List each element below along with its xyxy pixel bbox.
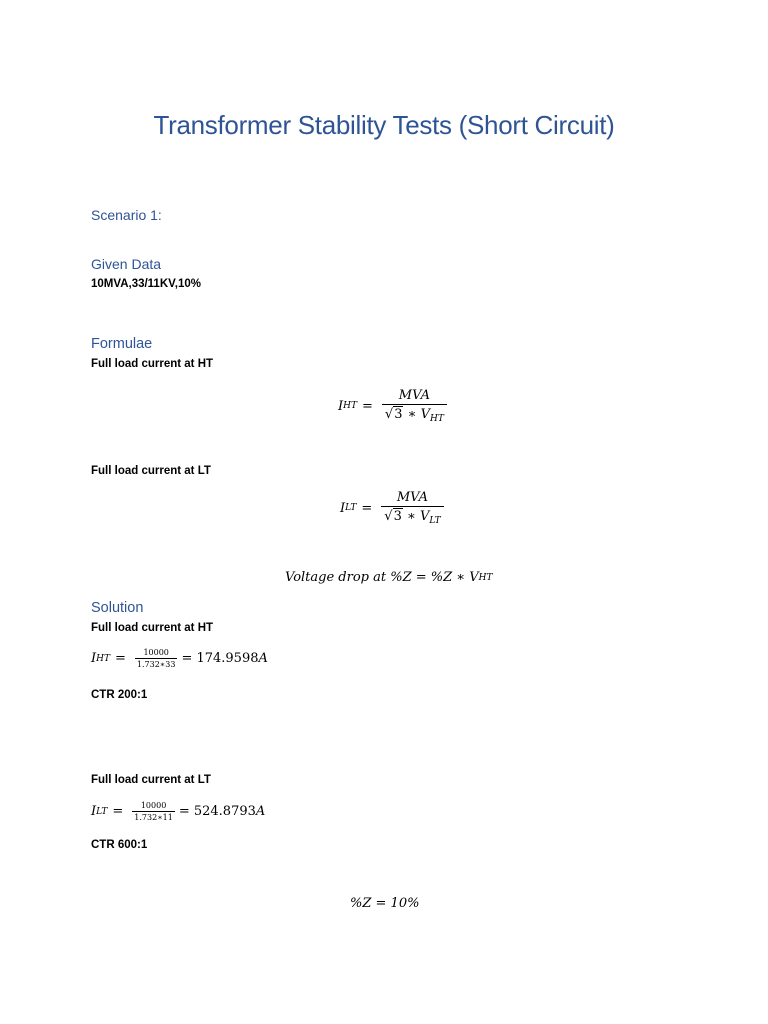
v-symbol: V: [420, 407, 430, 422]
formula-ht-sub: HT: [96, 653, 110, 664]
lt-current-formula: I LT = $\frac{\text{MVA}}{√3 ∗ V_{LT}}$: [340, 490, 448, 526]
voltage-drop-text: Voltage drop at %Z = %Z ∗ V: [285, 570, 479, 585]
lt-solution-fraction: [132, 801, 175, 822]
v-lt-sub: LT: [429, 516, 441, 526]
ht-formula-numerator: MVA: [398, 388, 430, 403]
times-sign: ∗: [407, 407, 417, 422]
ht-solution-unit: A: [258, 651, 268, 666]
solution-ht-label: Full load current at HT: [91, 622, 214, 634]
lt-solution-result: = 524.8793: [178, 804, 256, 819]
formula-i-symbol: I: [338, 398, 344, 414]
formula-lt-sub: LT: [96, 806, 108, 817]
ht-solution-result: = 174.9598: [181, 651, 259, 666]
formula-lt-sub: LT: [345, 503, 357, 513]
voltage-drop-formula: [285, 570, 493, 585]
formula-i-symbol: I: [340, 500, 346, 516]
ht-solution-fraction: [135, 648, 178, 669]
solution-heading: Solution: [91, 600, 144, 616]
ctr-ht: CTR 200:1: [91, 689, 148, 701]
lt-solution-unit: A: [255, 804, 266, 819]
lt-formula-fraction: $\frac{\text{MVA}}{√3 ∗ V_{LT}}$: [381, 490, 443, 526]
ht-current-label: Full load current at HT: [91, 358, 214, 370]
formula-i-symbol: I: [91, 804, 97, 819]
times-sign: ∗: [407, 509, 416, 524]
sqrt-value: 3: [394, 407, 403, 422]
formula-ht-sub: HT: [343, 401, 357, 411]
lt-formula-numerator: MVA: [396, 490, 429, 505]
z-percent-formula: [350, 896, 419, 911]
ht-current-formula: I HT = $\frac{\text{MVA}}{√3 ∗ V_{HT}}$: [338, 388, 451, 424]
ctr-lt: CTR 600:1: [91, 839, 148, 851]
voltage-drop-ht-sub: HT: [478, 572, 493, 583]
v-symbol: V: [420, 509, 430, 524]
ht-solution-denominator: 1.732∗33: [136, 660, 176, 669]
ht-solution-formula: I HT = $\frac{10000}{1.732∗33}$ = 174.9598 A: [91, 648, 268, 669]
formula-i-symbol: I: [91, 651, 97, 666]
z-percent-value: %Z = 10%: [350, 896, 420, 911]
page-title: Transformer Stability Tests (Short Circuit): [153, 110, 615, 140]
lt-current-label: Full load current at LT: [91, 465, 211, 477]
lt-solution-numerator: 10000: [140, 801, 167, 810]
lt-solution-denominator: 1.732∗11: [134, 813, 173, 822]
sqrt-value: 3: [393, 509, 402, 524]
lt-solution-formula: I LT = $\frac{10000}{1.732∗11}$ = 524.8793 A: [91, 801, 266, 822]
v-ht-sub: HT: [430, 414, 444, 424]
scenario-heading: Scenario 1:: [91, 207, 162, 223]
given-data-heading: Given Data: [91, 256, 162, 272]
given-data-value: 10MVA,33/11KV,10%: [91, 278, 201, 290]
ht-formula-fraction: $\frac{\text{MVA}}{√3 ∗ V_{HT}}$: [382, 388, 447, 424]
formulae-heading: Formulae: [91, 336, 153, 352]
ht-solution-numerator: 10000: [143, 648, 169, 657]
solution-lt-label: Full load current at LT: [91, 774, 211, 786]
